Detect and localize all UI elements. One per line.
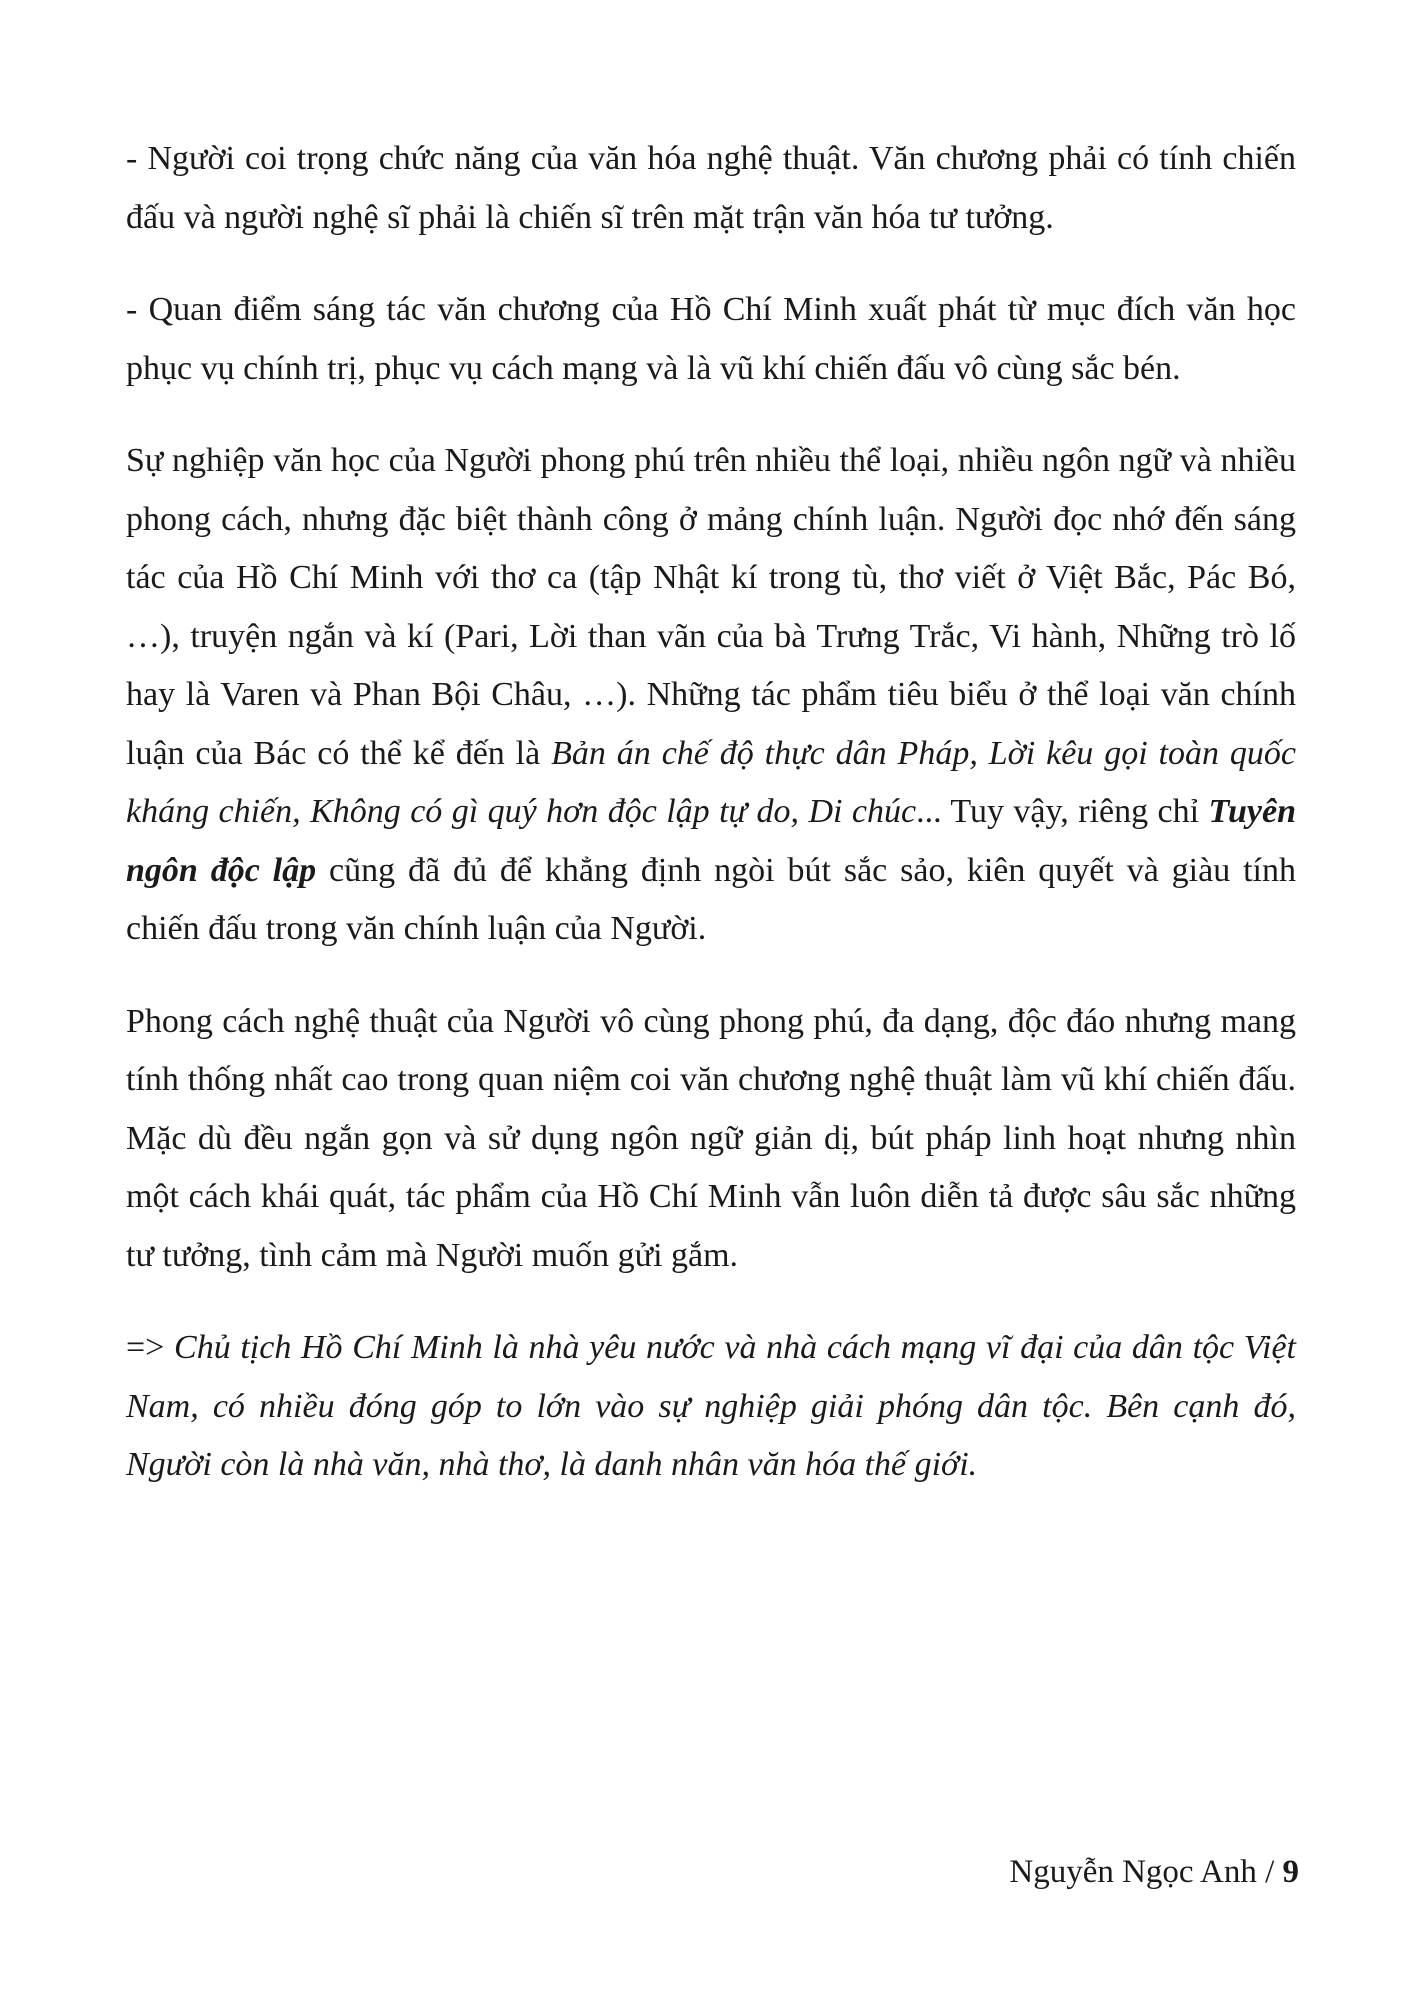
paragraph-writing-viewpoint: - Quan điểm sáng tác văn chương của Hồ Chí Minh xuất phát từ mục đích văn học phục vụ chính trị, phục vụ cách mạng và là vũ khí chiến đấu vô cùng sắc bén.: [126, 291, 1296, 387]
footer-separator: /: [1256, 1854, 1283, 1890]
paragraph-artistic-style: Phong cách nghệ thuật của Người vô cùng phong phú, đa dạng, độc đáo nhưng mang tính thống nhất cao trong quan niệm coi văn chương nghệ thuật làm vũ khí chiến đấu. Mặc dù đều ngắn gọn và sử dụng ngôn ngữ giản dị, bút pháp linh hoạt nhưng nhìn một cách khái quát, tác phẩm của Hồ Chí Minh vẫn luôn diễn tả được sâu sắc những tư tưởng, tình cảm mà Người muốn gửi gắm.: [126, 1002, 1296, 1274]
paragraph-art-function: - Người coi trọng chức năng của văn hóa nghệ thuật. Văn chương phải có tính chiến đấu và người nghệ sĩ phải là chiến sĩ trên mặt trận văn hóa tư tưởng.: [126, 140, 1296, 236]
paragraph-literary-career: [126, 432, 1296, 959]
page-footer: [1009, 1852, 1299, 1892]
career-text-intro: Sự nghiệp văn học của Người phong phú trên nhiều thể loại, nhiều ngôn ngữ và nhiều phong cách, nhưng đặc biệt thành công ở mảng chính luận. Người đọc nhớ đến sáng tác của Hồ Chí Minh với thơ ca (tập Nhật kí trong tù, thơ viết ở Việt Bắc, Pác Bó, …), truyện ngắn và kí (Pari, Lời than vãn của bà Trưng Trắc, Vi hành, Những trò lố hay là Varen và Phan Bội Châu, …). Những tác phẩm tiêu biểu ở thể loại văn chính luận của Bác có thể kể đến là: [126, 442, 1296, 772]
page-number: 9: [1282, 1854, 1299, 1890]
summary-arrow: =>: [126, 1329, 175, 1366]
political-works-list: Bản án chế độ thực dân Pháp, Lời kêu gọi toàn quốc kháng chiến, Không có gì quý hơn độc lập tự do, Di chúc: [126, 734, 1296, 830]
career-text-however: ... Tuy vậy, riêng chỉ: [916, 793, 1209, 830]
footer-author: Nguyễn Ngọc Anh: [1009, 1854, 1257, 1890]
paragraph-summary: [126, 1319, 1296, 1495]
summary-text: Chủ tịch Hồ Chí Minh là nhà yêu nước và nhà cách mạng vĩ đại của dân tộc Việt Nam, có nhiều đóng góp to lớn vào sự nghiệp giải phóng dân tộc. Bên cạnh đó, Người còn là nhà văn, nhà thơ, là danh nhân văn hóa thế giới.: [126, 1329, 1296, 1483]
declaration-title: Tuyên ngôn độc lập: [126, 793, 1296, 889]
page-content: [126, 130, 1296, 1529]
career-text-conclusion: cũng đã đủ để khẳng định ngòi bút sắc sảo, kiên quyết và giàu tính chiến đấu trong văn chính luận của Người.: [126, 851, 1296, 947]
